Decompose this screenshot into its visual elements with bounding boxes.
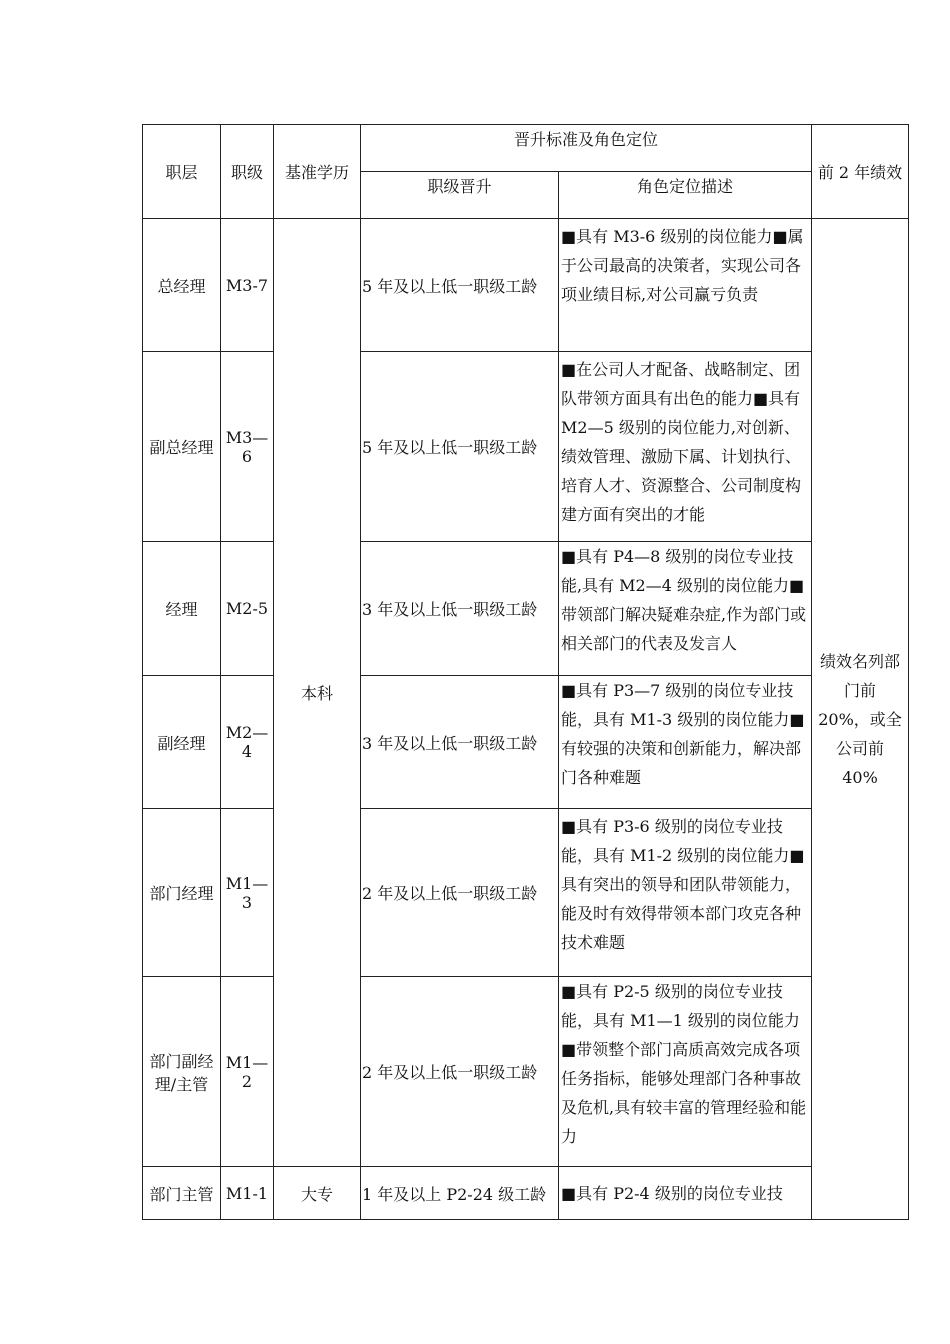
description-cell: ■在公司人才配备、战略制定、团队带领方面具有出色的能力■具有 M2—5 级别的岗位能力,对创新、绩效管理、激励下属、计划执行、培育人才、资源整合、公司制度构建方面有突出的才能 xyxy=(559,352,812,542)
promotion-cell: 1 年及以上 P2-24 级工龄 xyxy=(361,1167,559,1220)
promotion-cell: 5 年及以上低一职级工龄 xyxy=(361,352,559,542)
grade-cell: M2—4 xyxy=(221,676,274,809)
grade-cell: M1—2 xyxy=(221,977,274,1167)
table-row xyxy=(143,977,909,1167)
header-base-education: 基准学历 xyxy=(274,125,361,219)
layer-cell: 副经理 xyxy=(143,676,221,809)
header-performance: 前 2 年绩效 xyxy=(812,125,909,219)
table-row xyxy=(143,542,909,676)
header-grade: 职级 xyxy=(221,125,274,219)
description-cell: ■具有 P2-5 级别的岗位专业技能，具有 M1—1 级别的岗位能力■带领整个部门高质高效完成各项任务指标，能够处理部门各种事故及危机,具有较丰富的管理经验和能力 xyxy=(559,977,812,1167)
description-cell: ■具有 P4—8 级别的岗位专业技能,具有 M2—4 级别的岗位能力■带领部门解决疑难杂症,作为部门或相关部门的代表及发言人 xyxy=(559,542,812,676)
description-cell: ■具有 M3-6 级别的岗位能力■属于公司最高的决策者，实现公司各项业绩目标,对公司赢亏负责 xyxy=(559,219,812,352)
table-row xyxy=(143,1167,909,1220)
layer-cell: 总经理 xyxy=(143,219,221,352)
grade-cell: M1-1 xyxy=(221,1167,274,1220)
table-row xyxy=(143,352,909,542)
promotion-cell: 2 年及以上低一职级工龄 xyxy=(361,809,559,977)
header-promotion-group: 晋升标准及角色定位 xyxy=(361,125,812,172)
promotion-cell: 3 年及以上低一职级工龄 xyxy=(361,676,559,809)
grade-cell: M3—6 xyxy=(221,352,274,542)
table-row xyxy=(143,676,909,809)
layer-cell: 副总经理 xyxy=(143,352,221,542)
description-cell: ■具有 P3—7 级别的岗位专业技能，具有 M1-3 级别的岗位能力■有较强的决策和创新能力，解决部门各种难题 xyxy=(559,676,812,809)
grade-cell: M3-7 xyxy=(221,219,274,352)
header-role-description: 角色定位描述 xyxy=(559,172,812,219)
promotion-cell: 3 年及以上低一职级工龄 xyxy=(361,542,559,676)
layer-cell: 部门经理 xyxy=(143,809,221,977)
table-row xyxy=(143,219,909,352)
table-row xyxy=(143,809,909,977)
promotion-cell: 5 年及以上低一职级工龄 xyxy=(361,219,559,352)
grade-cell: M2-5 xyxy=(221,542,274,676)
promotion-table xyxy=(142,124,909,1220)
description-cell: ■具有 P2-4 级别的岗位专业技 xyxy=(559,1167,812,1220)
performance-cell: 绩效名列部门前 20%，或全公司前 40% xyxy=(812,219,909,1220)
description-cell: ■具有 P3-6 级别的岗位专业技能，具有 M1-2 级别的岗位能力■具有突出的领导和团队带领能力，能及时有效得带领本部门攻克各种技术难题 xyxy=(559,809,812,977)
education-cell: 大专 xyxy=(274,1167,361,1220)
header-grade-promotion: 职级晋升 xyxy=(361,172,559,219)
layer-cell: 经理 xyxy=(143,542,221,676)
layer-cell: 部门主管 xyxy=(143,1167,221,1220)
promotion-cell: 2 年及以上低一职级工龄 xyxy=(361,977,559,1167)
header-level-layer: 职层 xyxy=(143,125,221,219)
education-cell-merged: 本科 xyxy=(274,219,361,1167)
layer-cell: 部门副经理/主管 xyxy=(143,977,221,1167)
grade-cell: M1—3 xyxy=(221,809,274,977)
